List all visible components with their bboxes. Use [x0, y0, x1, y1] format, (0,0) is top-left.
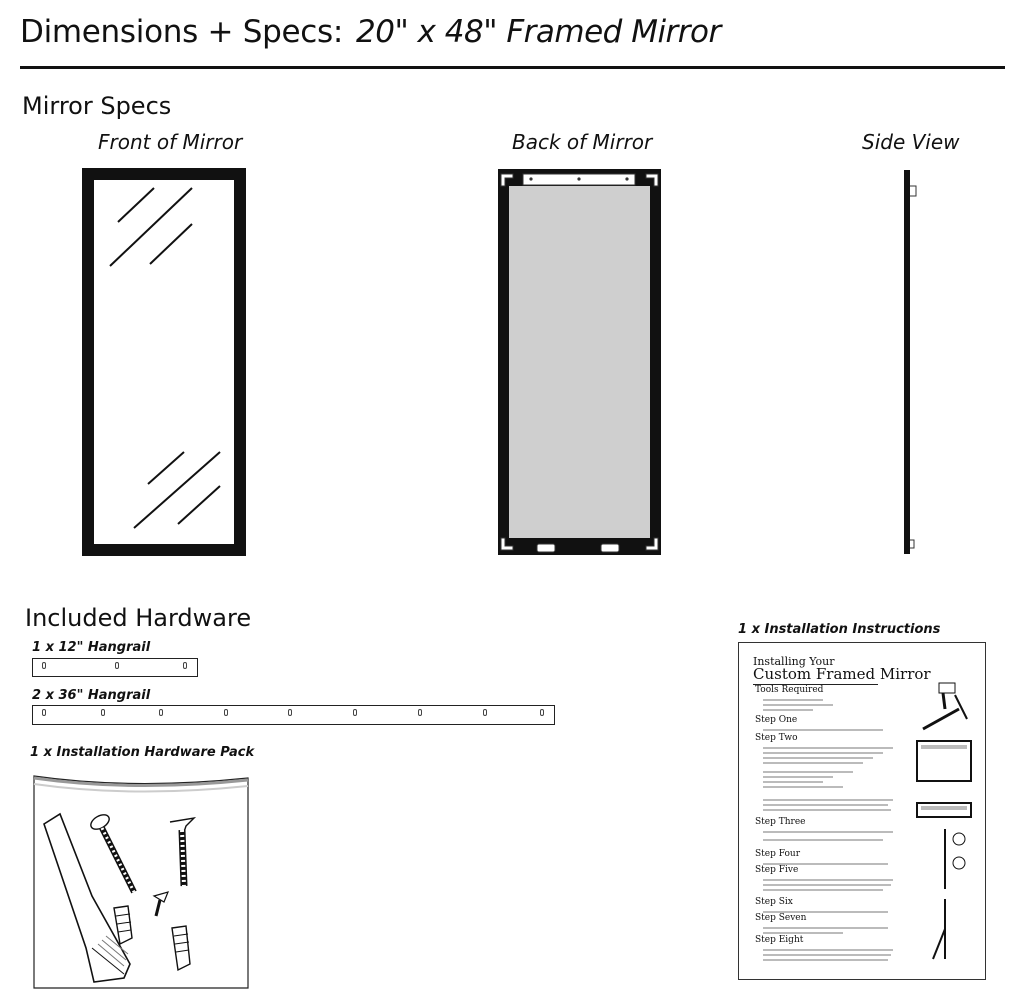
product-title: 20" x 48" Framed Mirror [356, 14, 721, 50]
side-view-drawing [900, 168, 924, 556]
doc-step: Step Four [755, 849, 800, 859]
hangrail-36-drawing [32, 705, 555, 725]
hangrail-12-drawing [32, 658, 198, 677]
instructions-document [738, 642, 986, 980]
hangrail-hole [183, 662, 187, 669]
back-mirror-drawing [497, 168, 662, 556]
hangrail-hole [288, 709, 292, 716]
doc-illustrations [915, 679, 975, 969]
tools-icon [923, 683, 967, 729]
side-view-label: Side View [862, 130, 960, 154]
hangrail-hole [418, 709, 422, 716]
hangrail-hole [159, 709, 163, 716]
hangrail-hole [353, 709, 357, 716]
doc-title-line1: Installing Your [753, 655, 835, 668]
hangrail-hole [101, 709, 105, 716]
doc-step: Tools Required [755, 685, 824, 695]
hangrail-hole [115, 662, 119, 669]
back-view-label: Back of Mirror [512, 130, 653, 154]
included-hardware-heading: Included Hardware [25, 604, 252, 632]
doc-step: Step Six [755, 897, 793, 907]
doc-step: Step Three [755, 817, 806, 827]
doc-step: Step Five [755, 865, 799, 875]
doc-title-line2: Custom Framed Mirror [753, 665, 931, 683]
hangrail-hole [483, 709, 487, 716]
hangrail-36-label: 2 x 36" Hangrail [32, 688, 151, 703]
mirror-specs-heading: Mirror Specs [22, 92, 172, 120]
hangrail-hole [42, 662, 46, 669]
front-mirror-drawing [82, 168, 246, 556]
instructions-label: 1 x Installation Instructions [738, 622, 941, 637]
hangrail-hole [224, 709, 228, 716]
doc-step: Step One [755, 715, 798, 725]
page-title: Dimensions + Specs: [20, 14, 343, 50]
hangrail-hole [42, 709, 46, 716]
doc-step: Step Eight [755, 935, 804, 945]
doc-step: Step Two [755, 733, 798, 743]
hangrail-hole [540, 709, 544, 716]
doc-step: Step Seven [755, 913, 807, 923]
hardware-pack-label: 1 x Installation Hardware Pack [30, 745, 255, 760]
front-view-label: Front of Mirror [98, 130, 243, 154]
hangrail-12-label: 1 x 12" Hangrail [32, 640, 151, 655]
header-divider [20, 66, 1005, 69]
hardware-pack-drawing [32, 768, 250, 990]
